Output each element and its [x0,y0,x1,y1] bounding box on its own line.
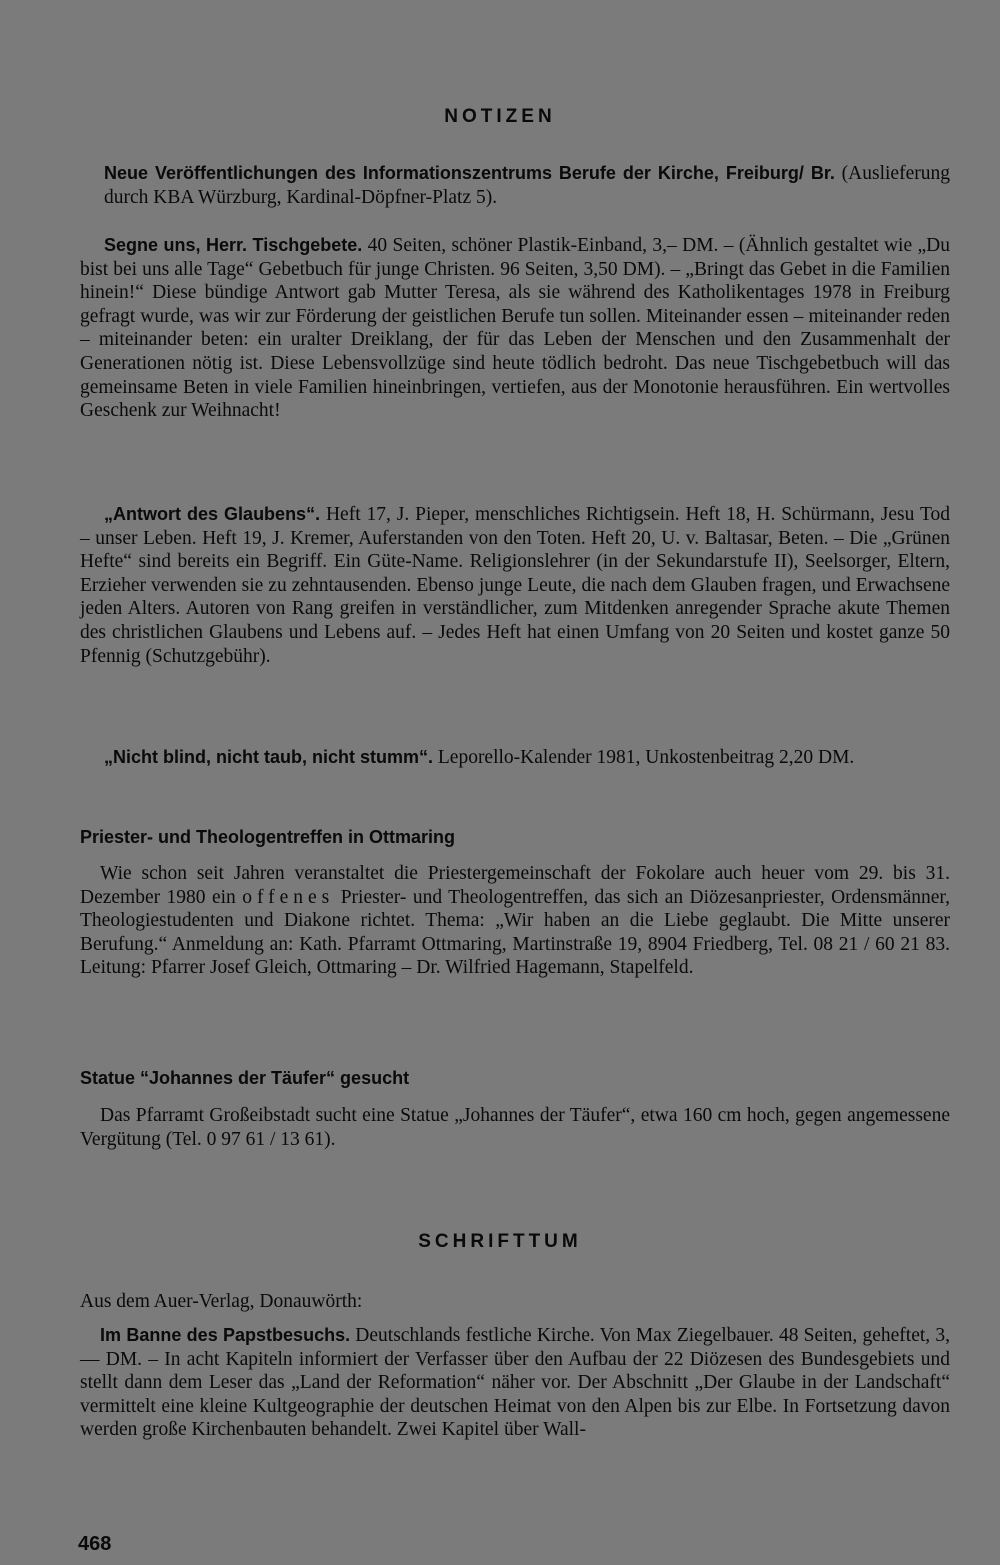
kalender-text: Leporello-Kalender 1981, Unkostenbeitrag 2,20 DM. [433,747,855,768]
priestertreffen-text-a: Wie schon seit Jahren veranstaltet die Priestergemeinschaft der Fokolare auch heuer vom 29. bis 31. Dezember 1980 ein [80,863,950,908]
subsection-title-priestertreffen: Priester- und Theologentreffen in Ottmaring [80,827,456,847]
tischgebete-title: Segne uns, Herr. Tischgebete. [104,235,363,255]
intro-bold: Neue Veröffentlichungen des Informationszentrums Berufe der Kirche, Freiburg/ Br. [104,163,835,183]
tischgebete-text: 40 Seiten, schöner Plastik-Einband, 3,– DM. – (Ähnlich gestaltet wie „Du bist bei uns alle Tage“ Gebetbuch für junge Christen. 96 Seiten, 3,50 DM). – „Bringt das Gebet in die Familien hinein!“ Diese bündige Antwort gab Mutter Teresa, als sie während des Katholikentages 1978 in Freiburg gefragt wurde, was wir zur Förderung der geistlichen Berufe tun sollen. Miteinander essen – miteinander reden – miteinander beten: ein uralter Dreiklang, der für das Leben der Menschen und den Zusammenhalt der Generationen nötig ist. Diese Lebensvollzüge sind heute tödlich bedroht. Das neue Tischgebetbuch will das gemeinsame Beten in viele Familien hineinbringen, vertiefen, aus der Monotonie herausführen. Ein wertvolles Geschenk zur Weihnacht! [80,235,950,422]
priestertreffen-text-b: Priester- und Theologentreffen, das sich an Diözesanpriester, Ordensmänner, Theologiestudenten und Diakone richtet. Thema: „Wir haben an die Liebe geglaubt. Die Mitte unserer Berufung.“ Anmeldung an: Kath. Pfarramt Ottmaring, Martinstraße 19, 8904 Friedberg, Tel. 08 21 / 60 21 83. Leitung: Pfarrer Josef Gleich, Ottmaring – Dr. Wilfried Hagemann, Stapelfeld. [80,886,950,979]
notizen-paragraph-antwort [80,503,950,668]
antwort-title: „Antwort des Glaubens“. [104,504,321,524]
antwort-text: Heft 17, J. Pieper, menschliches Richtigsein. Heft 18, H. Schürmann, Jesu Tod – unser Leben. Heft 19, J. Kremer, Auferstanden von den Toten. Heft 20, U. v. Baltasar, Beten. – Die „Grünen Hefte“ sind bereits ein Begriff. Ein Güte-Name. Religionslehrer (in der Sekundarstufe II), Seelsorger, Eltern, Erzieher verwenden sie zu zehntausenden. Ebenso junge Leute, die nach dem Glauben fragen, und Erwachsene jeden Alters. Autoren von Rang greifen in verständlicher, zum Mitdenken anregender Sprache akute Themen des christlichen Glaubens und Lebens auf. – Jedes Heft hat einen Umfang von 20 Seiten und kostet ganze 50 Pfennig (Schutzgebühr). [80,504,950,667]
priestertreffen-spaced-word: offenes [242,886,335,908]
schrifttum-paragraph-papstbesuch [80,1324,950,1442]
priestertreffen-text [80,862,950,980]
papstbesuch-title: Im Banne des Papstbesuchs. [100,1325,351,1345]
page-number: 468 [78,1533,112,1555]
statue-text: Das Pfarramt Großeibstadt sucht eine Statue „Johannes der Täufer“, etwa 160 cm hoch, gegen angemessene Vergütung (Tel. 0 97 61 / 13 61). [80,1105,950,1150]
notizen-paragraph-tischgebete [80,234,950,423]
section-heading-notizen: NOTIZEN [444,106,556,127]
notizen-paragraph-kalender [80,746,950,770]
section-heading-schrifttum: SCHRIFTTUM [418,1231,582,1252]
schrifttum-publisher: Aus dem Auer-Verlag, Donauwörth: [80,1291,363,1312]
papstbesuch-text: Deutschlands festliche Kirche. Von Max Ziegelbauer. 48 Seiten, geheftet, 3,— DM. – In acht Kapiteln informiert der Verfasser über den Aufbau der 22 Diözesen des Bundesgebiets und stellt dann dem Leser das „Land der Reformation“ näher vor. Der Abschnitt „Der Glaube in der Landschaft“ vermittelt eine kleine Kultgeographie der deutschen Heimat von den Alpen bis zur Elbe. In Fortsetzung davon werden große Kirchenbauten behandelt. Zwei Kapitel über Wall- [80,1325,950,1441]
subsection-title-statue: Statue “Johannes der Täufer“ gesucht [80,1068,410,1088]
notizen-intro [104,162,950,209]
intro-text: (Auslieferung durch KBA Würzburg, Kardinal-Döpfner-Platz 5). [104,163,950,208]
kalender-title: „Nicht blind, nicht taub, nicht stumm“. [104,747,433,767]
